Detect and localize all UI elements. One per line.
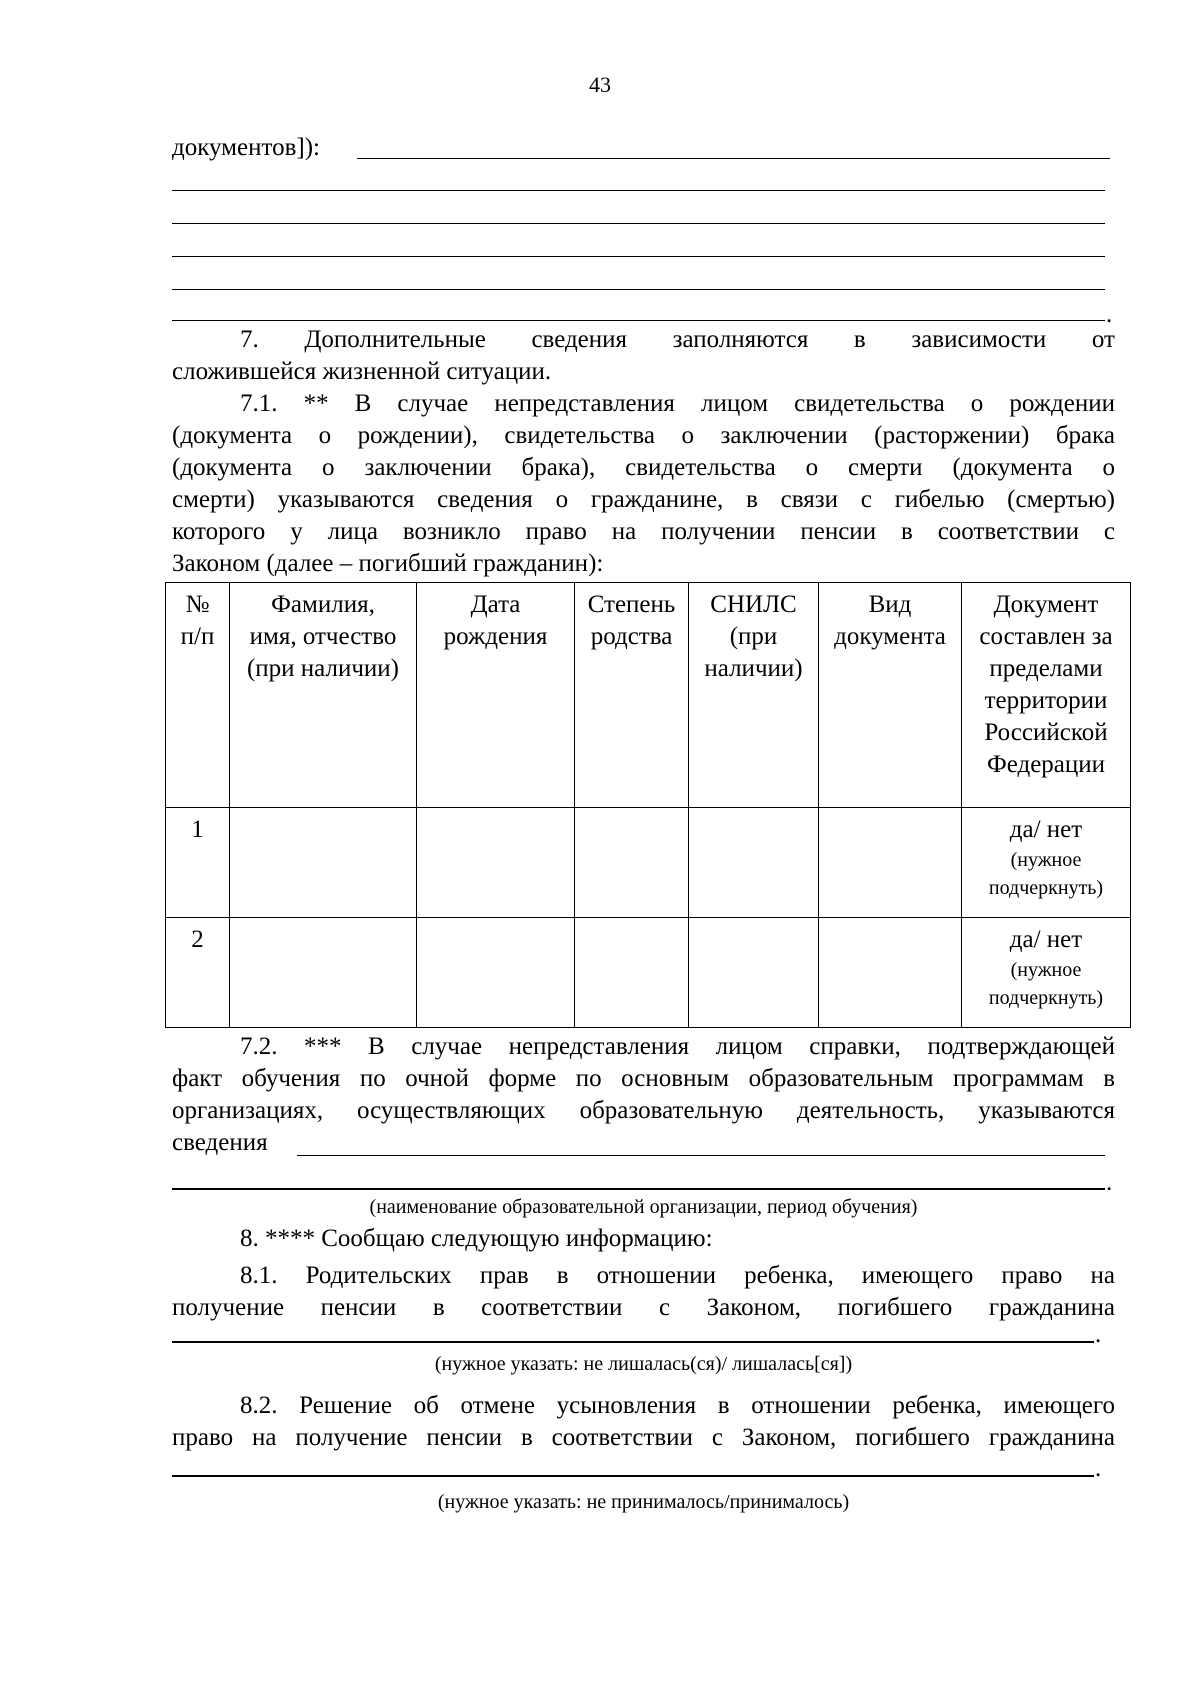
- section-8-2-line-2: право на получение пенсии в соответствии с Законом, погибшего гражданина: [172, 1424, 1115, 1451]
- period-mark: .: [1106, 1169, 1113, 1196]
- intro-word: документов]):: [172, 134, 320, 161]
- section-7-2-line-4: сведения: [172, 1129, 268, 1156]
- yes-no-option[interactable]: да/ нет: [1009, 816, 1083, 843]
- fill-line[interactable]: [357, 158, 1110, 159]
- fill-line[interactable]: [172, 320, 1105, 321]
- full-name-cell[interactable]: [230, 918, 417, 1028]
- adoption-caption: (нужное указать: не принималось/принималось): [437, 1491, 850, 1513]
- relationship-cell[interactable]: [575, 918, 689, 1028]
- fill-line[interactable]: [297, 1155, 1105, 1156]
- underline-note: (нужное: [1010, 959, 1082, 981]
- relationship-cell[interactable]: [575, 808, 689, 918]
- header-cell-snils: СНИЛС (при наличии): [689, 583, 819, 808]
- fill-line[interactable]: [172, 256, 1105, 257]
- section-8-line: 8. **** Сообщаю следующую информацию:: [240, 1225, 713, 1252]
- header-cell-number: № п/п: [166, 583, 230, 808]
- section-7-line-1: 7. Дополнительные сведения заполняются в зависимости от: [240, 326, 1115, 353]
- section-7-line-2: сложившейся жизненной ситуации.: [172, 358, 552, 385]
- fill-line[interactable]: [172, 1188, 1105, 1190]
- section-8-1-line-2: получение пенсии в соответствии с Законом, погибшего гражданина: [172, 1294, 1115, 1321]
- fill-line[interactable]: [172, 289, 1105, 290]
- fill-line[interactable]: [172, 190, 1105, 191]
- document-type-cell[interactable]: [819, 918, 962, 1028]
- deceased-info-table: [165, 582, 1131, 1028]
- header-cell-document-type: Вид документа: [819, 583, 962, 808]
- education-caption: (наименование образовательной организации, период обучения): [369, 1196, 918, 1218]
- yes-no-option[interactable]: да/ нет: [1009, 926, 1083, 953]
- section-7-1-line-5: которого у лица возникло право на получении пенсии в соответствии с: [172, 518, 1115, 545]
- table-header-row: [166, 583, 1131, 808]
- full-name-cell[interactable]: [230, 808, 417, 918]
- fill-line[interactable]: [172, 223, 1105, 224]
- page-number: 43: [589, 72, 611, 97]
- underline-note: подчеркнуть): [988, 877, 1104, 899]
- section-7-2-line-1: 7.2. *** В случае непредставления лицом справки, подтверждающей: [240, 1033, 1115, 1060]
- table-row: [166, 918, 1131, 1028]
- section-7-1-line-4: смерти) указываются сведения о гражданине, в связи с гибелью (смертью): [172, 486, 1115, 513]
- header-cell-birth-date: Дата рождения: [417, 583, 575, 808]
- row-number: 1: [166, 808, 230, 918]
- header-cell-full-name: Фамилия, имя, отчество (при наличии): [230, 583, 417, 808]
- table-row: [166, 808, 1131, 918]
- period-mark: .: [1095, 1455, 1102, 1482]
- section-7-2-line-3: организациях, осуществляющих образовательную деятельность, указываются: [172, 1097, 1115, 1124]
- underline-note: подчеркнуть): [988, 987, 1104, 1009]
- section-7-2-line-2: факт обучения по очной форме по основным образовательным программам в: [172, 1065, 1115, 1092]
- section-7-1-line-1: 7.1. ** В случае непредставления лицом свидетельства о рождении: [240, 390, 1115, 417]
- underline-note: (нужное: [1010, 849, 1082, 871]
- section-7-1-line-3: (документа о заключении брака), свидетельства о смерти (документа о: [172, 454, 1115, 481]
- period-mark: .: [1095, 1321, 1102, 1348]
- period-mark: .: [1106, 301, 1113, 328]
- yes-no-cell[interactable]: [962, 808, 1131, 918]
- birth-date-cell[interactable]: [417, 918, 575, 1028]
- birth-date-cell[interactable]: [417, 808, 575, 918]
- document-type-cell[interactable]: [819, 808, 962, 918]
- row-number: 2: [166, 918, 230, 1028]
- parental-rights-caption: (нужное указать: не лишалась(ся)/ лишалась[ся]): [434, 1353, 853, 1375]
- section-8-2-line-1: 8.2. Решение об отмене усыновления в отношении ребенка, имеющего: [240, 1392, 1115, 1419]
- snils-cell[interactable]: [689, 918, 819, 1028]
- section-8-1-line-1: 8.1. Родительских прав в отношении ребенка, имеющего право на: [240, 1262, 1115, 1289]
- section-7-1-line-2: (документа о рождении), свидетельства о заключении (расторжении) брака: [172, 422, 1115, 449]
- header-cell-relationship: Степень родства: [575, 583, 689, 808]
- yes-no-cell[interactable]: [962, 918, 1131, 1028]
- fill-line[interactable]: [172, 1341, 1094, 1343]
- fill-line[interactable]: [172, 1475, 1094, 1477]
- header-cell-foreign-document: Документ составлен за пределами территории Российской Федерации: [962, 583, 1131, 808]
- snils-cell[interactable]: [689, 808, 819, 918]
- section-7-1-line-6: Законом (далее – погибший гражданин):: [172, 550, 604, 577]
